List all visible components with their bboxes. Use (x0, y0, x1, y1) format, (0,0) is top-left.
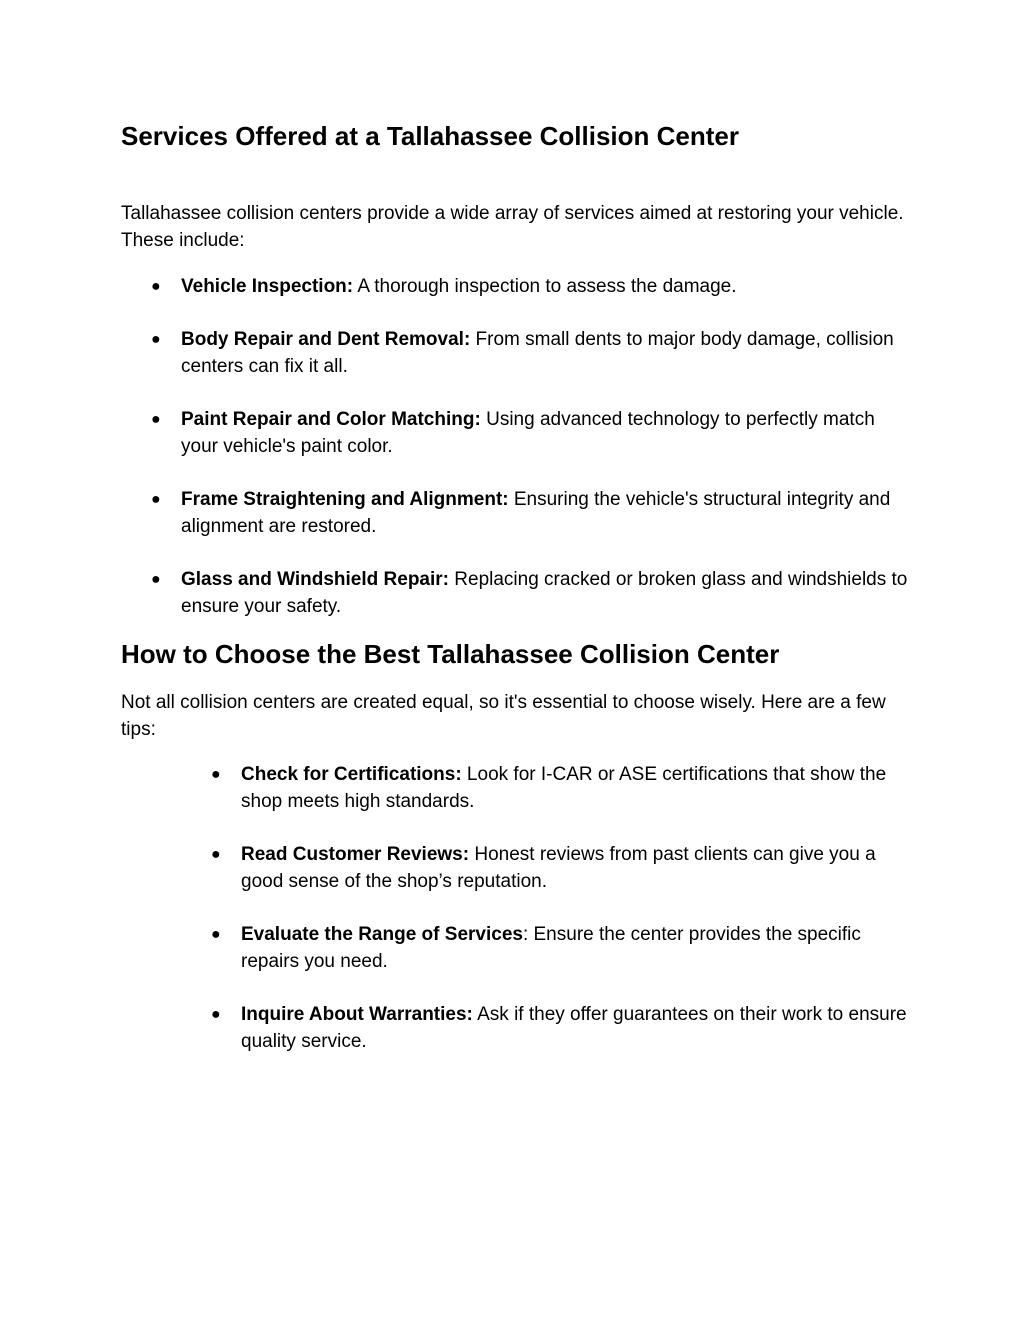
section-heading-choose: How to Choose the Best Tallahassee Collision Center (121, 639, 780, 669)
list-item-term: Check for Certifications: (241, 764, 462, 785)
list-item-text: Using advanced technology to perfectly match your vehicle's paint color. (181, 409, 875, 457)
services-intro-paragraph: Tallahassee collision centers provide a wide array of services aimed at restoring your vehicle. These include: (121, 203, 904, 251)
list-item (121, 841, 911, 895)
tips-intro-paragraph: Not all collision centers are created equal, so it's essential to choose wisely. Here are a few tips: (121, 692, 886, 740)
list-item-text: Look for I-CAR or ASE certifications that show the shop meets high standards. (241, 764, 887, 812)
bullet-icon: ● (151, 331, 161, 348)
list-item-text: A thorough inspection to assess the damage. (353, 276, 737, 297)
list-item (121, 273, 911, 300)
list-item (121, 326, 911, 380)
list-item-term: Read Customer Reviews: (241, 844, 470, 865)
tips-list (121, 761, 911, 1055)
bullet-icon: ● (151, 278, 161, 295)
list-item-text: Ask if they offer guarantees on their work to ensure quality service. (241, 1004, 907, 1052)
bullet-icon: ● (211, 766, 221, 783)
list-item (121, 921, 911, 975)
list-item (121, 1001, 911, 1055)
list-item-text: Replacing cracked or broken glass and windshields to ensure your safety. (181, 569, 908, 617)
bullet-icon: ● (211, 846, 221, 863)
list-item-text: Ensuring the vehicle's structural integrity and alignment are restored. (181, 489, 891, 537)
list-item (121, 406, 911, 460)
list-item-text: Honest reviews from past clients can give you a good sense of the shop’s reputation. (241, 844, 876, 892)
list-item-text: : Ensure the center provides the specific repairs you need. (241, 924, 861, 972)
list-item (121, 486, 911, 540)
list-item-term: Paint Repair and Color Matching: (181, 409, 481, 430)
bullet-icon: ● (151, 571, 161, 588)
services-list (121, 273, 911, 620)
list-item-term: Glass and Windshield Repair: (181, 569, 449, 590)
bullet-icon: ● (211, 926, 221, 943)
list-item (121, 566, 911, 620)
list-item-term: Body Repair and Dent Removal: (181, 329, 471, 350)
document-body (121, 0, 911, 1055)
bullet-icon: ● (151, 411, 161, 428)
section-heading-services: Services Offered at a Tallahassee Collision Center (121, 121, 739, 151)
bullet-icon: ● (211, 1006, 221, 1023)
bullet-icon: ● (151, 491, 161, 508)
list-item-term: Inquire About Warranties: (241, 1004, 473, 1025)
list-item-term: Vehicle Inspection: (181, 276, 354, 297)
list-item-text: From small dents to major body damage, collision centers can fix it all. (181, 329, 894, 377)
list-item-term: Evaluate the Range of Services (241, 924, 523, 945)
list-item-term: Frame Straightening and Alignment: (181, 489, 509, 510)
list-item (121, 761, 911, 815)
